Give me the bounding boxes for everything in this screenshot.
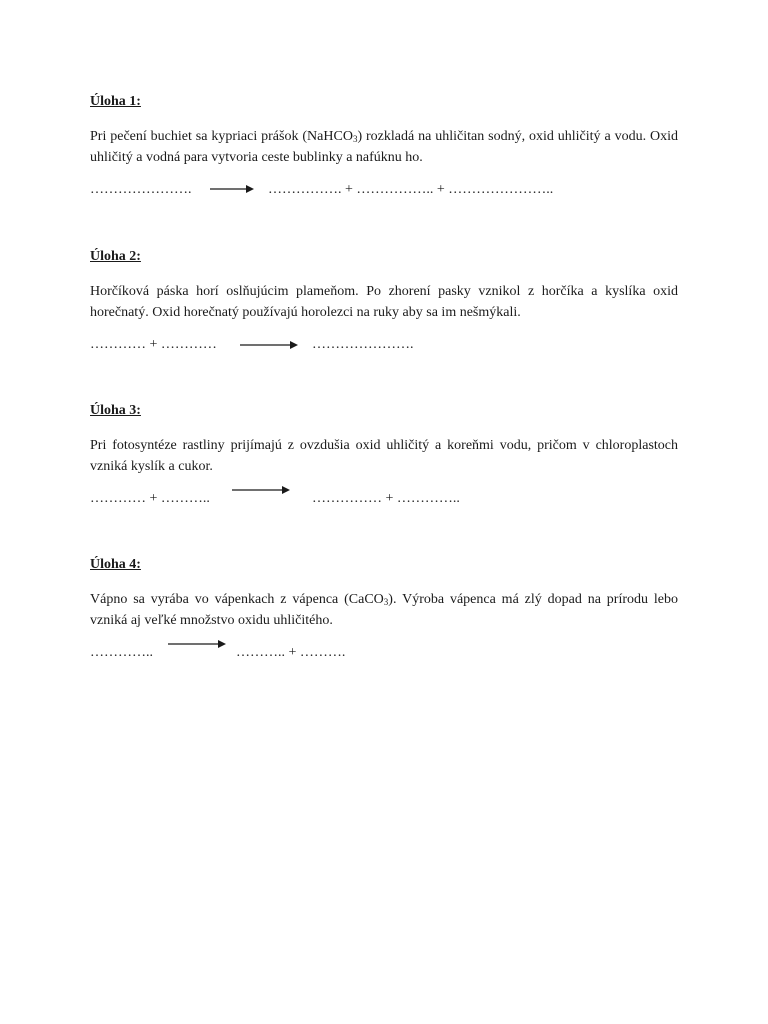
task-4-text-part-b: ). Výroba vápenca má zlý dopad na prírodu lebo vzniká aj veľké množstvo oxidu uhličitého. <box>90 592 678 628</box>
task-3 <box>90 403 678 509</box>
reaction-arrow-icon <box>168 638 226 650</box>
task-1-text <box>90 126 678 168</box>
task-3-equation <box>90 489 678 509</box>
task-4-equation <box>90 643 678 663</box>
reaction-arrow-icon <box>232 484 290 496</box>
task-4-text-part-a: Vápno sa vyrába vo vápenkach z vápenca (CaCO <box>90 592 384 607</box>
task-1-subscript: 3 <box>352 134 358 144</box>
task-3-title: Úloha 3: <box>90 403 141 418</box>
task-4-text <box>90 589 678 631</box>
task-2 <box>90 249 678 355</box>
reaction-arrow-icon <box>210 183 254 195</box>
reaction-arrow-icon <box>240 339 298 351</box>
task-1-reactants-blank[interactable]: …………………. <box>90 182 195 197</box>
task-3-products-blank[interactable]: …………… + ………….. <box>312 491 460 506</box>
task-1-text-part-a: Pri pečení buchiet sa kypriaci prášok (NaHCO <box>90 129 353 144</box>
task-1-products-blank[interactable]: ……………. + …………….. + ………………….. <box>268 182 554 197</box>
task-1-text-part-b: ) rozkladá na uhličitan sodný, oxid uhličitý a vodu. Oxid uhličitý a vodná para vytvoria ceste bublinky a nafúknu ho. <box>90 129 678 165</box>
task-4-subscript: 3 <box>383 597 389 607</box>
task-3-reactants-blank[interactable]: ………… + ……….. <box>90 491 210 506</box>
task-4-products-blank[interactable]: ……….. + ………. <box>236 645 346 660</box>
task-4-title: Úloha 4: <box>90 557 141 572</box>
task-2-reactants-blank[interactable]: ………… + ………… <box>90 337 217 352</box>
task-1-equation <box>90 180 678 200</box>
task-2-equation <box>90 335 678 355</box>
task-4 <box>90 557 678 663</box>
task-2-title: Úloha 2: <box>90 249 141 264</box>
task-2-text: Horčíková páska horí oslňujúcim plameňom. Po zhorení pasky vznikol z horčíka a kyslíka oxid horečnatý. Oxid horečnatý používajú horolezci na ruky aby sa im nešmýkali. <box>90 284 678 320</box>
task-3-text: Pri fotosyntéze rastliny prijímajú z ovzdušia oxid uhličitý a koreňmi vodu, pričom v chloroplastoch vzniká kyslík a cukor. <box>90 438 678 474</box>
task-1 <box>90 94 678 200</box>
task-1-title: Úloha 1: <box>90 94 141 109</box>
task-2-products-blank[interactable]: …………………. <box>312 337 414 352</box>
task-4-reactants-blank[interactable]: ………….. <box>90 645 153 660</box>
